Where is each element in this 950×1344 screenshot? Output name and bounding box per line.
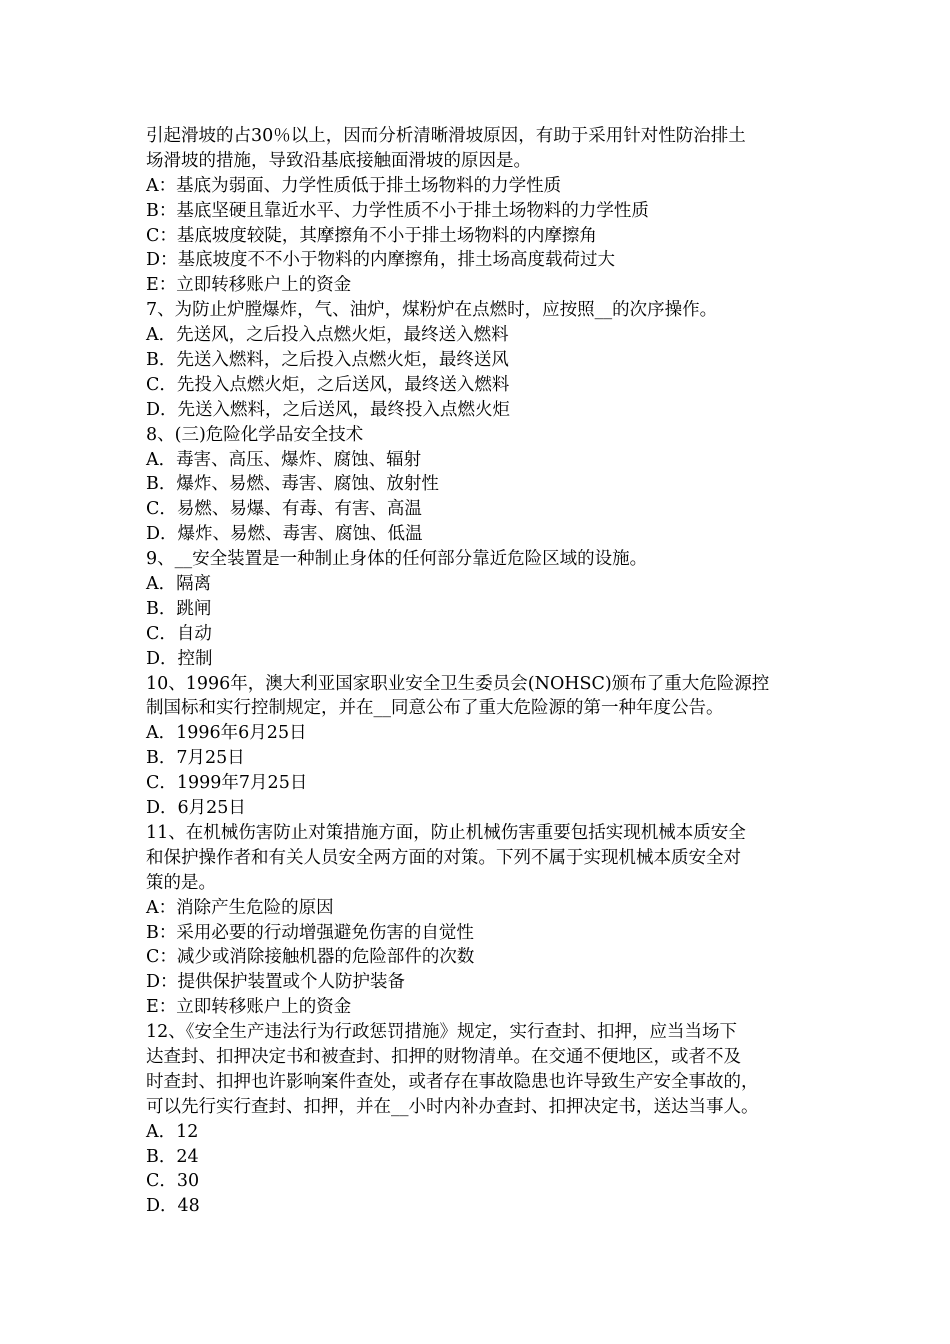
option-line: E：立即转移账户上的资金	[146, 997, 352, 1018]
option-line: A．先送风，之后投入点燃火炬，最终送入燃料	[146, 325, 509, 346]
option-line: C：基底坡度较陡，其摩擦角不小于排土场物料的内摩擦角	[146, 225, 597, 246]
option-line: D．先送入燃料，之后送风，最终投入点燃火炬	[146, 399, 511, 420]
question-line: 11、在机械伤害防止对策措施方面，防止机械伤害重要包括实现机械本质安全	[146, 822, 746, 843]
option-line: C．易燃、易爆、有毒、有害、高温	[146, 499, 422, 520]
option-line: A：基底为弱面、力学性质低于排土场物料的力学性质	[146, 175, 562, 196]
option-line: A．毒害、高压、爆炸、腐蚀、辐射	[146, 449, 422, 470]
question-line: 策的是。	[146, 872, 216, 893]
option-line: A．1996年6月25日	[146, 723, 307, 744]
option-line: D．48	[146, 1196, 200, 1217]
option-line: B．7月25日	[146, 748, 245, 769]
option-line: C．1999年7月25日	[146, 773, 308, 794]
option-line: B：采用必要的行动增强避免伤害的自觉性	[146, 922, 474, 943]
option-line: D．爆炸、易燃、毒害、腐蚀、低温	[146, 524, 423, 545]
text-line: 引起滑坡的占30％以上，因而分析清晰滑坡原因，有助于采用针对性防治排土	[146, 126, 746, 146]
option-line: B．跳闸	[146, 598, 212, 619]
question-line: 达查封、扣押决定书和被查封、扣押的财物清单。在交通不便地区，或者不及	[146, 1046, 741, 1067]
option-line: C：减少或消除接触机器的危险部件的次数	[146, 947, 475, 968]
option-line: D：基底坡度不不小于物料的内摩擦角，排土场高度载荷过大	[146, 250, 616, 271]
option-line: B．爆炸、易燃、毒害、腐蚀、放射性	[146, 474, 439, 495]
question-line: 和保护操作者和有关人员安全两方面的对策。下列不属于实现机械本质安全对	[146, 847, 741, 868]
question-line: 可以先行实行查封、扣押，并在__小时内补办查封、扣押决定书，送达当事人。	[146, 1096, 759, 1117]
question-line: 时查封、扣押也许影响案件查处，或者存在事故隐患也许导致生产安全事故的，	[146, 1071, 759, 1092]
option-line: C．先投入点燃火炬，之后送风，最终送入燃料	[146, 374, 510, 395]
option-line: A：消除产生危险的原因	[146, 897, 334, 918]
question-line: 8、(三)危险化学品安全技术	[146, 424, 364, 445]
option-line: B：基底坚硬且靠近水平、力学性质不小于排土场物料的力学性质	[146, 200, 649, 221]
document-body	[146, 124, 826, 1219]
question-line: 7、为防止炉膛爆炸，气、油炉，煤粉炉在点燃时，应按照__的次序操作。	[146, 300, 718, 321]
option-line: D：提供保护装置或个人防护装备	[146, 972, 406, 993]
option-line: D．控制	[146, 648, 213, 669]
option-line: C．自动	[146, 623, 212, 644]
question-line: 9、__安全装置是一种制止身体的任何部分靠近危险区域的设施。	[146, 549, 648, 570]
option-line: E：立即转移账户上的资金	[146, 275, 352, 296]
question-line: 10、1996年，澳大利亚国家职业安全卫生委员会(NOHSC)颁布了重大危险源控	[146, 673, 770, 694]
option-line: D．6月25日	[146, 798, 246, 819]
option-line: A．隔离	[146, 574, 212, 595]
option-line: C．30	[146, 1171, 200, 1192]
option-line: B．先送入燃料，之后投入点燃火炬，最终送风	[146, 350, 509, 371]
question-line: 12、《安全生产违法行为行政惩罚措施》规定，实行查封、扣押，应当当场下	[146, 1022, 738, 1043]
text-line: 场滑坡的措施，导致沿基底接触面滑坡的原因是。	[146, 150, 531, 171]
option-line: A．12	[146, 1121, 199, 1142]
question-line: 制国标和实行控制规定，并在__同意公布了重大危险源的第一种年度公告。	[146, 698, 724, 719]
option-line: B．24	[146, 1146, 199, 1167]
